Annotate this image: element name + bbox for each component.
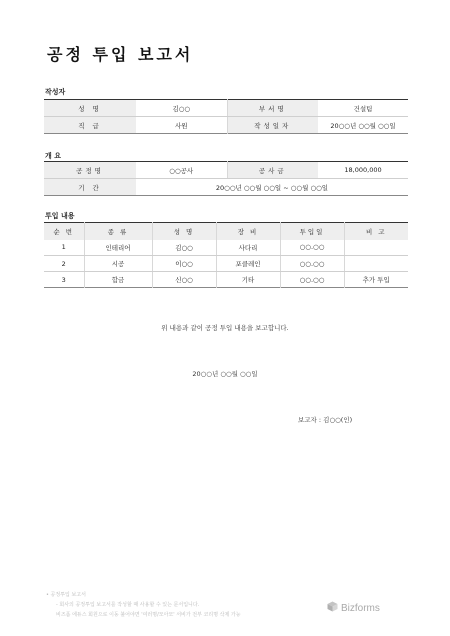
reporter-signature: 보고자 : 김○○(인)	[298, 416, 353, 424]
overview-row	[44, 162, 408, 179]
name-label: 성 명	[44, 100, 136, 117]
equipment: 기타	[216, 272, 280, 288]
footer-note	[46, 590, 241, 620]
department-label: 부서명	[227, 100, 318, 117]
table-row	[44, 240, 408, 256]
rank-value: 사원	[174, 121, 188, 130]
work-type: 시공	[84, 256, 152, 272]
row-number: 3	[61, 275, 66, 284]
name-value: 김○○	[136, 100, 227, 117]
column-header: 투입일	[280, 223, 344, 240]
bizforms-logo-icon	[327, 601, 338, 615]
author-table	[44, 99, 408, 134]
column-header: 성 명	[152, 223, 216, 240]
construction-cost-value: 18,000,000	[318, 162, 408, 179]
work-type: 합금	[84, 272, 152, 288]
written-date-label: 작성일자	[227, 117, 318, 134]
work-type: 인테리어	[84, 240, 152, 256]
row-number: 1	[44, 240, 84, 256]
worker-name: 신○○	[152, 272, 216, 288]
equipment: 사다리	[216, 240, 280, 256]
bizforms-logo-text: Bizforms	[341, 602, 380, 614]
footer-description: - 회사의 공정투입 보고서를 작성할 때 사용할 수 있는 문서입니다.	[56, 602, 200, 608]
input-date: ○○.○○	[280, 256, 344, 272]
column-header: 비 고	[344, 223, 408, 240]
author-row	[44, 117, 408, 134]
period-label: 기 간	[44, 179, 136, 196]
column-header: 순 번	[44, 223, 84, 240]
overview-row	[44, 179, 408, 196]
row-number: 2	[44, 256, 84, 272]
document-title: 공정 투입 보고서	[47, 45, 194, 64]
footer-copyright: 비즈폼 에듀스 회원으로 이동 불어야면 '여러명/모아모' 서비가 전부 코리명 삭제 가능	[56, 612, 241, 618]
input-date: ○○.○○	[280, 240, 344, 256]
footer-title: • 공정투입 보고서	[46, 592, 86, 598]
period-value: 20○○년 ○○월 ○○일 ~ ○○월 ○○일	[215, 183, 329, 192]
author-row	[44, 100, 408, 117]
report-date: 20○○년 ○○월 ○○일	[192, 370, 258, 378]
table-row	[44, 272, 408, 288]
rank-label: 직 급	[44, 117, 136, 134]
remarks: 추가 투입	[344, 272, 408, 288]
author-section-heading: 작성자	[45, 88, 66, 96]
overview-table	[44, 161, 408, 196]
table-row	[44, 256, 408, 272]
overview-section-heading: 개 요	[45, 152, 61, 160]
equipment: 포클레인	[216, 256, 280, 272]
input-date: ○○.○○	[280, 272, 344, 288]
column-header: 장 비	[216, 223, 280, 240]
department-value: 건설팀	[318, 100, 408, 117]
input-table-header	[44, 223, 408, 240]
remarks	[344, 240, 408, 256]
bizforms-logo	[327, 601, 380, 615]
report-statement: 위 내용과 같이 공정 투입 내용을 보고합니다.	[161, 324, 289, 332]
input-section-heading: 투입 내용	[45, 212, 75, 220]
worker-name: 김○○	[152, 240, 216, 256]
remarks	[344, 256, 408, 272]
worker-name: 이○○	[152, 256, 216, 272]
column-header: 종 류	[84, 223, 152, 240]
project-name-label: 공정명	[44, 162, 136, 179]
input-table	[44, 222, 408, 288]
written-date-value: 20○○년 ○○월 ○○일	[330, 121, 396, 130]
construction-cost-label: 공사금	[227, 162, 318, 179]
project-name-value: ○○공사	[136, 162, 227, 179]
